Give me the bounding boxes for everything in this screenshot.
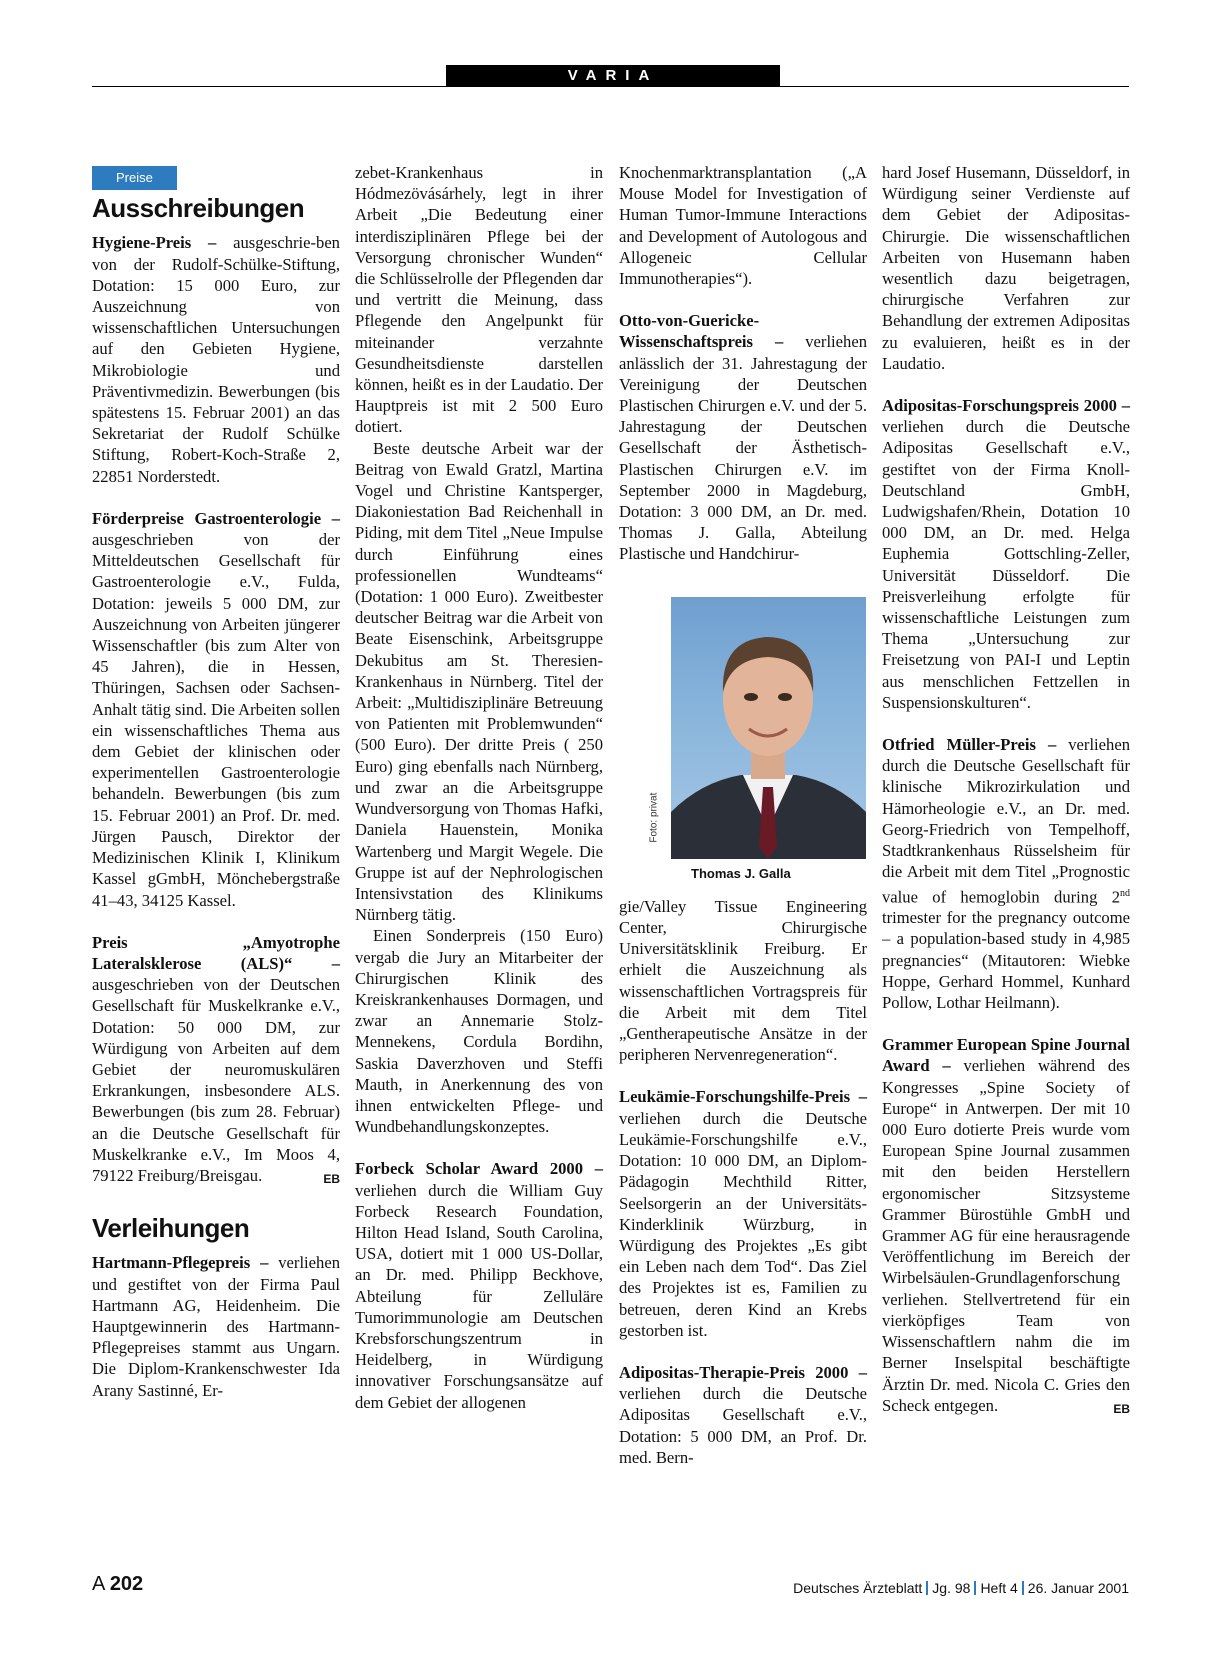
article-forbeck-award: Forbeck Scholar Award 2000 – verliehen durch die William Guy Forbeck Research Foundation, Hilton Head Island, South Carolina, USA, dotiert mit 1 000 US-Dollar, an Dr. med. Philipp Beckhove, Abteilung für Zelluläre Tumorimmunologie am Deutschen Krebsforschungszentrum in Heidelberg, in Würdigung innovativer Forschungsansätze auf dem Gebiet der allogenen — [355, 1159, 603, 1412]
category-tag: Preise — [92, 166, 177, 190]
section-label: VARIA — [446, 65, 780, 86]
heading-ausschreibungen: Ausschreibungen — [92, 193, 305, 224]
column-4 — [882, 162, 1130, 1420]
journal-date: 26. Januar 2001 — [1027, 1580, 1129, 1596]
heading-verleihungen: Verleihungen — [92, 1213, 250, 1244]
article-hygiene-preis: Hygiene-Preis – ausgeschrie-ben von der Rudolf-Schülke-Stiftung, Dotation: 15 000 Euro, zur Auszeichnung von wissenschaftlichen Untersuchungen auf den Gebieten Hygiene, Mikrobiologie und Präventivmedizin. Bewerbungen (bis spätestens 15. Februar 2001) an das Sekretariat der Rudolf Schülke Stiftung, Robert-Koch-Straße 2, 22851 Norderstedt. — [92, 233, 340, 486]
photo-credit: Foto: privat — [643, 790, 664, 844]
article-continuation: zebet-Krankenhaus in Hódmezövásárhely, legt in ihrer Arbeit „Die Bedeutung einer interdisziplinären Pflege bei der Versorgung chronischer Wunden“ die Schlüsselrolle der Pflegenden dar und vertritt die Meinung, dass Pflegende den Angelpunkt für miteinander verzahnte Gesundheitsdienste darstellen können, heißt es in der Laudatio. Der Hauptpreis ist mit 2 500 Euro dotiert. — [355, 163, 603, 437]
journal-issue: Heft 4 — [980, 1580, 1018, 1596]
article-foerderpreise: Förderpreise Gastroenterologie – ausgeschrieben von der Mitteldeutschen Gesellschaft für Gastroenterologie e.V., Fulda, Dotation: jeweils 5 000 DM, zur Auszeichnung von Arbeiten jüngerer Wissenschaftler (bis zum Alter von 45 Jahren), die in Hessen, Thüringen, Sachsen oder Sachsen-Anhalt tätig sind. Die Arbeiten sollen ein wissenschaftliches Thema aus dem Gebiet der klinischen oder experimentellen Gastroenterologie behandeln. Bewerbungen (bis zum 15. Februar 2001) an Prof. Dr. med. Jürgen Pausch, Direktor der Medizinischen Klinik I, Klinikum Kassel gGmbH, Mönchebergstraße 41–43, 34125 Kassel. — [92, 508, 340, 910]
photo-caption: Thomas J. Galla — [691, 865, 791, 881]
column-2 — [355, 162, 603, 1413]
journal-name: Deutsches Ärzteblatt — [793, 1580, 923, 1596]
article-mueller-preis: Otfried Müller-Preis – verliehen durch die Deutsche Gesellschaft für klinische Mikrozirkulation und Hämorheologie e.V., an Dr. med. Georg-Friedrich von Tempelhoff, Stadtkrankenhaus Rüsselsheim für die Arbeit mit dem Titel „Prognostic value of hemoglobin during 2nd trimester for the pregnancy outcome – a population-based study in 4,985 pregnancies“ (Mitautoren: Wiebke Hoppe, Gerhard Hommel, Kunhard Pollow, Lothar Heilmann). — [882, 735, 1130, 1013]
article-guericke-preis: Otto-von-Guericke-Wissenschaftspreis – verliehen anlässlich der 31. Jahrestagung der Vereinigung der Deutschen Plastischen Chirurgen e.V. und der 5. Jahrestagung der Deutschen Gesellschaft der Ästhetisch-Plastischen Chirurgen e.V. im September 2000 in Magdeburg, Dotation: 3 000 DM, an Dr. med. Thomas J. Galla, Abteilung Plastische und Handchirur- — [619, 311, 867, 564]
column-3 — [619, 162, 867, 1468]
journal-footer — [793, 1580, 1129, 1596]
article-adipositas-therapie: Adipositas-Therapie-Preis 2000 – verliehen durch die Deutsche Adipositas Gesellschaft e.V., Dotation: 5 000 DM, an Prof. Dr. med. Bern- — [619, 1362, 867, 1467]
article-paragraph: Einen Sonderpreis (150 Euro) vergab die Jury an Mitarbeiter der Chirurgischen Klinik des Kreiskrankenhauses Dormagen, und zwar an Annemarie Stolz-Mennekens, Cordula Bordihn, Saskia Daverzhoven und Steffi Mauth, in Anerkennung des von ihnen entwickelten Pflege- und Wundbehandlungskonzeptes. — [355, 926, 603, 1137]
column-1 — [92, 162, 340, 1401]
page-number: A 202 — [92, 1573, 144, 1595]
article-adipositas-forschung: Adipositas-Forschungspreis 2000 – verliehen durch die Deutsche Adipositas Gesellschaft e.V., gestiftet von der Firma Knoll-Deutschland GmbH, Ludwigshafen/Rhein, Dotation 10 000 DM, an Dr. med. Helga Euphemia Gottschling-Zeller, Universität Düsseldorf. Die Preisverleihung erfolgte für wissenschaftliche Leistungen zum Thema „Untersuchung zur Freisetzung von PAI-I und Leptin aus menschlichen Fettzellen in Suspensionskulturen“. — [882, 396, 1130, 712]
journal-volume: Jg. 98 — [932, 1580, 971, 1596]
author-sign: EB — [1113, 1401, 1130, 1416]
article-als-preis: Preis „Amyotrophe Lateralsklerose (ALS)“ – ausgeschrieben von der Deutschen Gesellschaft für Muskelkranke e.V., Dotation: 50 000 DM, zur Würdigung von Arbeiten auf dem Gebiet der neuromuskulären Erkrankungen, insbesondere ALS. Bewerbungen (bis zum 28. Februar) an die Deutsche Gesellschaft für Muskelkranke e.V., Im Moos 4, 79122 Freiburg/Breisgau. EB — [92, 932, 340, 1186]
header-rule — [92, 86, 1129, 87]
article-grammer-award: Grammer European Spine Journal Award – verliehen während des Kongresses „Spine Society of Europe“ in Antwerpen. Der mit 10 000 Euro dotierte Preis wurde vom European Spine Journal zusammen mit den beiden Herstellern ergonomischer Sitzsysteme Grammer Bürostühle GmbH und Grammer AG für eine herausragende Veröffentlichung im Bereich der Wirbelsäulen-Grundlagenforschung verliehen. Stellvertretend für ein vierköpfiges Team von Wissenschaftlern nahm die im Berner Inselspital beschäftigte Ärztin Dr. med. Nicola C. Gries den Scheck entgegen. EB — [882, 1034, 1130, 1416]
portrait-illustration — [671, 597, 866, 859]
author-sign: EB — [323, 1171, 340, 1186]
article-continuation: hard Josef Husemann, Düsseldorf, in Würdigung seiner Verdienste auf dem Gebiet der Adipositas-Chirurgie. Die wissenschaftlichen Arbeiten von Husemann haben wesentlich dazu beigetragen, chirurgische Verfahren zur Behandlung der extremen Adipositas zu evaluieren, heißt es in der Laudatio. — [882, 163, 1130, 373]
article-hartmann-pflegepreis: Hartmann-Pflegepreis – verliehen und gestiftet von der Firma Paul Hartmann AG, Heidenheim. Die Hauptgewinnerin des Hartmann-Pflegepreises stammt aus Ungarn. Die Diplom-Krankenschwester Ida Arany Sastinné, Er- — [92, 1253, 340, 1400]
article-leukaemie-preis: Leukämie-Forschungshilfe-Preis – verliehen durch die Deutsche Leukämie-Forschungshilfe e.V., Dotation: 10 000 DM, an Diplom-Pädagogin Mechthild Ritter, Seelsorgerin an der Universitäts-Kinderklinik Würzburg, in Würdigung des Projektes „Es gibt ein Leben nach dem Tod“. Das Ziel des Projektes ist es, Familien zu betreuen, deren Kind an Krebs gestorben ist. — [619, 1087, 867, 1340]
article-continuation: Knochenmarktransplantation („A Mouse Model for Investigation of Human Tumor-Immune Interactions and Development of Autologous and Allogeneic Cellular Immunotherapies“). — [619, 163, 867, 289]
portrait-photo — [648, 597, 866, 859]
article-paragraph: Beste deutsche Arbeit war der Beitrag von Ewald Gratzl, Martina Vogel und Christine Kantsperger, Diakoniestation Bad Reichenhall in Piding, mit dem Titel „Neue Impulse durch Einführung eines professionellen Wundteams“ (Dotation: 1 000 Euro). Zweitbester deutscher Beitrag war die Arbeit von Beate Eisenschink, Arbeitsgruppe Dekubitus am St. Theresien-Krankenhaus in Nürnberg. Titel der Arbeit: „Multidisziplinäre Betreuung von Patienten mit Problemwunden“ (500 Euro). Der dritte Preis ( 250 Euro) ging ebenfalls nach Nürnberg, und zwar an die Arbeitsgruppe Wundversorgung von Thomas Hafki, Daniela Hauenstein, Monika Wartenberg und Margit Wegele. Die Gruppe ist auf der Nephrologischen Intensivstation des Klinikums Nürnberg tätig. — [355, 438, 603, 925]
article-continuation: gie/Valley Tissue Engineering Center, Chirurgische Universitätsklinik Freiburg. Er erhielt die Auszeichnung als wissenschaftlichen Vortragspreis für die Arbeit mit dem Titel „Gentherapeutische Ansätze in der peripheren Nervenregeneration“. — [619, 896, 867, 1065]
